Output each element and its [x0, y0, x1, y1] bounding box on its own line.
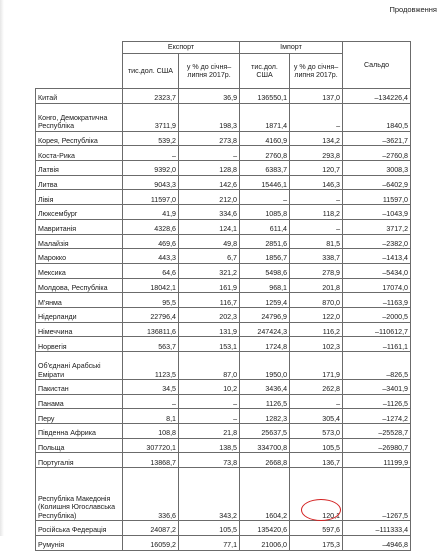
import-value-cell: 968,1: [240, 278, 290, 293]
country-cell: Польща: [36, 438, 123, 453]
table-row: [36, 175, 411, 190]
balance-cell: 11199,9: [343, 453, 411, 468]
export-percent-cell: 343,2: [179, 468, 240, 521]
export-percent-cell: 49,8: [179, 234, 240, 249]
import-percent-cell: 136,7: [290, 453, 343, 468]
export-percent-cell: 10,2: [179, 380, 240, 395]
export-value-cell: 18042,1: [123, 278, 179, 293]
export-value-cell: 4328,6: [123, 219, 179, 234]
balance-cell: –1267,5: [343, 468, 411, 521]
import-group-header: Імпорт: [240, 42, 343, 54]
country-cell: Нідерланди: [36, 307, 123, 322]
country-cell: Панама: [36, 394, 123, 409]
export-value-cell: 9043,3: [123, 175, 179, 190]
country-cell: Республіка Македонія (Колишня Югославська Республіка): [36, 468, 123, 521]
import-value-cell: 1282,3: [240, 409, 290, 424]
export-percent-cell: 321,2: [179, 263, 240, 278]
country-cell: Люксембург: [36, 205, 123, 220]
import-value-cell: 1085,8: [240, 205, 290, 220]
balance-cell: –6402,9: [343, 175, 411, 190]
export-value-cell: –: [123, 146, 179, 161]
country-cell: Південна Африка: [36, 424, 123, 439]
export-value-cell: 24087,2: [123, 521, 179, 536]
table-row: [36, 424, 411, 439]
export-value-cell: 443,3: [123, 249, 179, 264]
export-value-cell: 136811,6: [123, 322, 179, 337]
balance-cell: –2382,0: [343, 234, 411, 249]
table-row: [36, 249, 411, 264]
country-cell: Перу: [36, 409, 123, 424]
balance-cell: –1274,2: [343, 409, 411, 424]
import-value-cell: 1259,4: [240, 293, 290, 308]
export-percent-cell: 161,9: [179, 278, 240, 293]
balance-header: Сальдо: [343, 42, 411, 89]
export-percent-cell: 142,6: [179, 175, 240, 190]
table-row: [36, 263, 411, 278]
table-row: [36, 337, 411, 352]
import-percent-cell: 597,6: [290, 521, 343, 536]
export-percent-cell: 198,3: [179, 103, 240, 131]
balance-cell: 3717,2: [343, 219, 411, 234]
table-row: [36, 352, 411, 380]
export-value-cell: 16059,2: [123, 535, 179, 550]
table-row: [36, 190, 411, 205]
import-value-cell: 135420,6: [240, 521, 290, 536]
balance-cell: 11597,0: [343, 190, 411, 205]
page-edge: [0, 0, 4, 536]
export-value-cell: 307720,1: [123, 438, 179, 453]
import-percent-cell: 105,5: [290, 438, 343, 453]
import-value-cell: 2668,8: [240, 453, 290, 468]
export-percent-cell: 87,0: [179, 352, 240, 380]
country-cell: Мавританія: [36, 219, 123, 234]
export-percent-cell: 116,7: [179, 293, 240, 308]
import-percent-cell: –: [290, 103, 343, 131]
import-percent-cell: 870,0: [290, 293, 343, 308]
balance-cell: –5434,0: [343, 263, 411, 278]
trade-table: [35, 41, 411, 551]
balance-cell: –26980,7: [343, 438, 411, 453]
export-value-cell: 2323,7: [123, 89, 179, 104]
balance-cell: –25528,7: [343, 424, 411, 439]
balance-cell: –4946,8: [343, 535, 411, 550]
table-row: [36, 380, 411, 395]
import-percent-cell: 338,7: [290, 249, 343, 264]
export-value-header: тис.дол. США: [123, 54, 179, 89]
country-cell: М'янма: [36, 293, 123, 308]
export-value-cell: 563,7: [123, 337, 179, 352]
import-value-cell: 3436,4: [240, 380, 290, 395]
balance-cell: –1161,1: [343, 337, 411, 352]
export-value-cell: 108,8: [123, 424, 179, 439]
import-value-cell: 4160,9: [240, 131, 290, 146]
table-row: [36, 146, 411, 161]
table-row: [36, 438, 411, 453]
import-value-cell: 1126,5: [240, 394, 290, 409]
country-cell: Корея, Республіка: [36, 131, 123, 146]
table-row: [36, 103, 411, 131]
table-row: [36, 322, 411, 337]
export-percent-cell: 273,8: [179, 131, 240, 146]
export-percent-cell: 202,3: [179, 307, 240, 322]
balance-cell: 17074,0: [343, 278, 411, 293]
export-percent-cell: 105,5: [179, 521, 240, 536]
export-percent-header: у % до січня–липня 2017р.: [179, 54, 240, 89]
export-percent-cell: –: [179, 394, 240, 409]
country-cell: Румунія: [36, 535, 123, 550]
table-row: [36, 205, 411, 220]
table-row: [36, 453, 411, 468]
export-percent-cell: 36,9: [179, 89, 240, 104]
country-cell: Норвегія: [36, 337, 123, 352]
export-value-cell: 34,5: [123, 380, 179, 395]
import-value-cell: –: [240, 190, 290, 205]
table-row: [36, 293, 411, 308]
import-percent-cell: 120,1: [290, 468, 343, 521]
import-percent-cell: 102,3: [290, 337, 343, 352]
import-value-cell: 24796,9: [240, 307, 290, 322]
country-cell: Лівія: [36, 190, 123, 205]
import-percent-cell: 201,8: [290, 278, 343, 293]
balance-cell: –1163,9: [343, 293, 411, 308]
import-percent-cell: 122,0: [290, 307, 343, 322]
import-value-cell: 247424,3: [240, 322, 290, 337]
import-percent-cell: 305,4: [290, 409, 343, 424]
export-value-cell: 41,9: [123, 205, 179, 220]
import-value-cell: 136550,1: [240, 89, 290, 104]
country-cell: Об'єднані Арабські Емірати: [36, 352, 123, 380]
import-percent-cell: 573,0: [290, 424, 343, 439]
table-row: [36, 535, 411, 550]
import-value-cell: 611,4: [240, 219, 290, 234]
balance-cell: –1413,4: [343, 249, 411, 264]
country-cell: Малайзія: [36, 234, 123, 249]
country-cell: Німеччина: [36, 322, 123, 337]
country-cell: Китай: [36, 89, 123, 104]
export-percent-cell: –: [179, 409, 240, 424]
import-percent-cell: –: [290, 219, 343, 234]
balance-cell: –2000,5: [343, 307, 411, 322]
import-value-cell: 21006,0: [240, 535, 290, 550]
balance-cell: –111333,4: [343, 521, 411, 536]
export-percent-cell: 21,8: [179, 424, 240, 439]
export-percent-cell: 138,5: [179, 438, 240, 453]
table-row: [36, 307, 411, 322]
country-cell: Молдова, Республіка: [36, 278, 123, 293]
import-value-cell: 1856,7: [240, 249, 290, 264]
import-value-cell: 2760,8: [240, 146, 290, 161]
country-cell: Португалія: [36, 453, 123, 468]
import-percent-cell: 134,2: [290, 131, 343, 146]
import-percent-cell: 175,3: [290, 535, 343, 550]
country-cell: Литва: [36, 175, 123, 190]
country-header: [36, 42, 123, 89]
export-value-cell: 3711,9: [123, 103, 179, 131]
export-value-cell: 11597,0: [123, 190, 179, 205]
import-value-cell: 15446,1: [240, 175, 290, 190]
country-cell: Пакистан: [36, 380, 123, 395]
table-row: [36, 219, 411, 234]
export-percent-cell: 212,0: [179, 190, 240, 205]
table-row: [36, 89, 411, 104]
export-value-cell: 539,2: [123, 131, 179, 146]
export-group-header: Експорт: [123, 42, 240, 54]
country-cell: Російська Федерація: [36, 521, 123, 536]
import-value-cell: 1604,2: [240, 468, 290, 521]
import-value-cell: 2851,6: [240, 234, 290, 249]
balance-cell: –3621,7: [343, 131, 411, 146]
export-value-cell: 22796,4: [123, 307, 179, 322]
import-percent-cell: 120,7: [290, 161, 343, 176]
export-value-cell: 1123,5: [123, 352, 179, 380]
import-percent-cell: 293,8: [290, 146, 343, 161]
import-percent-cell: 118,2: [290, 205, 343, 220]
export-percent-cell: 73,8: [179, 453, 240, 468]
balance-cell: –110612,7: [343, 322, 411, 337]
import-value-cell: 25637,5: [240, 424, 290, 439]
table-row: [36, 234, 411, 249]
import-percent-cell: 81,5: [290, 234, 343, 249]
table-row: [36, 468, 411, 521]
import-value-cell: 6383,7: [240, 161, 290, 176]
balance-cell: –1126,5: [343, 394, 411, 409]
country-cell: Конго, Демократична Республіка: [36, 103, 123, 131]
table-row: [36, 409, 411, 424]
balance-cell: –2760,8: [343, 146, 411, 161]
table-body: [36, 89, 411, 551]
country-cell: Латвія: [36, 161, 123, 176]
export-percent-cell: 124,1: [179, 219, 240, 234]
table-row: [36, 394, 411, 409]
import-value-cell: 1724,8: [240, 337, 290, 352]
export-value-cell: 9392,0: [123, 161, 179, 176]
continuation-label: Продовження: [389, 5, 437, 14]
import-percent-header: у % до січня–липня 2017р.: [290, 54, 343, 89]
export-percent-cell: 6,7: [179, 249, 240, 264]
export-value-cell: 64,6: [123, 263, 179, 278]
export-percent-cell: –: [179, 146, 240, 161]
import-percent-cell: –: [290, 190, 343, 205]
export-percent-cell: 334,6: [179, 205, 240, 220]
balance-cell: –1043,9: [343, 205, 411, 220]
export-percent-cell: 77,1: [179, 535, 240, 550]
export-value-cell: 8,1: [123, 409, 179, 424]
export-value-cell: 13868,7: [123, 453, 179, 468]
export-percent-cell: 131,9: [179, 322, 240, 337]
import-value-cell: 5498,6: [240, 263, 290, 278]
import-percent-cell: 278,9: [290, 263, 343, 278]
import-value-cell: 334700,8: [240, 438, 290, 453]
country-cell: Марокко: [36, 249, 123, 264]
import-percent-cell: –: [290, 394, 343, 409]
export-value-cell: 336,6: [123, 468, 179, 521]
import-percent-cell: 116,2: [290, 322, 343, 337]
import-value-cell: 1871,4: [240, 103, 290, 131]
country-cell: Коста-Рика: [36, 146, 123, 161]
import-percent-cell: 171,9: [290, 352, 343, 380]
export-value-cell: 469,6: [123, 234, 179, 249]
import-percent-cell: 146,3: [290, 175, 343, 190]
import-value-cell: 1950,0: [240, 352, 290, 380]
balance-cell: –3401,9: [343, 380, 411, 395]
import-value-header: тис.дол. США: [240, 54, 290, 89]
import-percent-cell: 262,8: [290, 380, 343, 395]
balance-cell: –826,5: [343, 352, 411, 380]
balance-cell: 3008,3: [343, 161, 411, 176]
country-cell: Мексика: [36, 263, 123, 278]
balance-cell: –134226,4: [343, 89, 411, 104]
table-row: [36, 521, 411, 536]
table-row: [36, 278, 411, 293]
export-percent-cell: 128,8: [179, 161, 240, 176]
balance-cell: 1840,5: [343, 103, 411, 131]
table-row: [36, 161, 411, 176]
export-percent-cell: 153,1: [179, 337, 240, 352]
export-value-cell: 95,5: [123, 293, 179, 308]
import-percent-cell: 137,0: [290, 89, 343, 104]
table-row: [36, 131, 411, 146]
export-value-cell: –: [123, 394, 179, 409]
